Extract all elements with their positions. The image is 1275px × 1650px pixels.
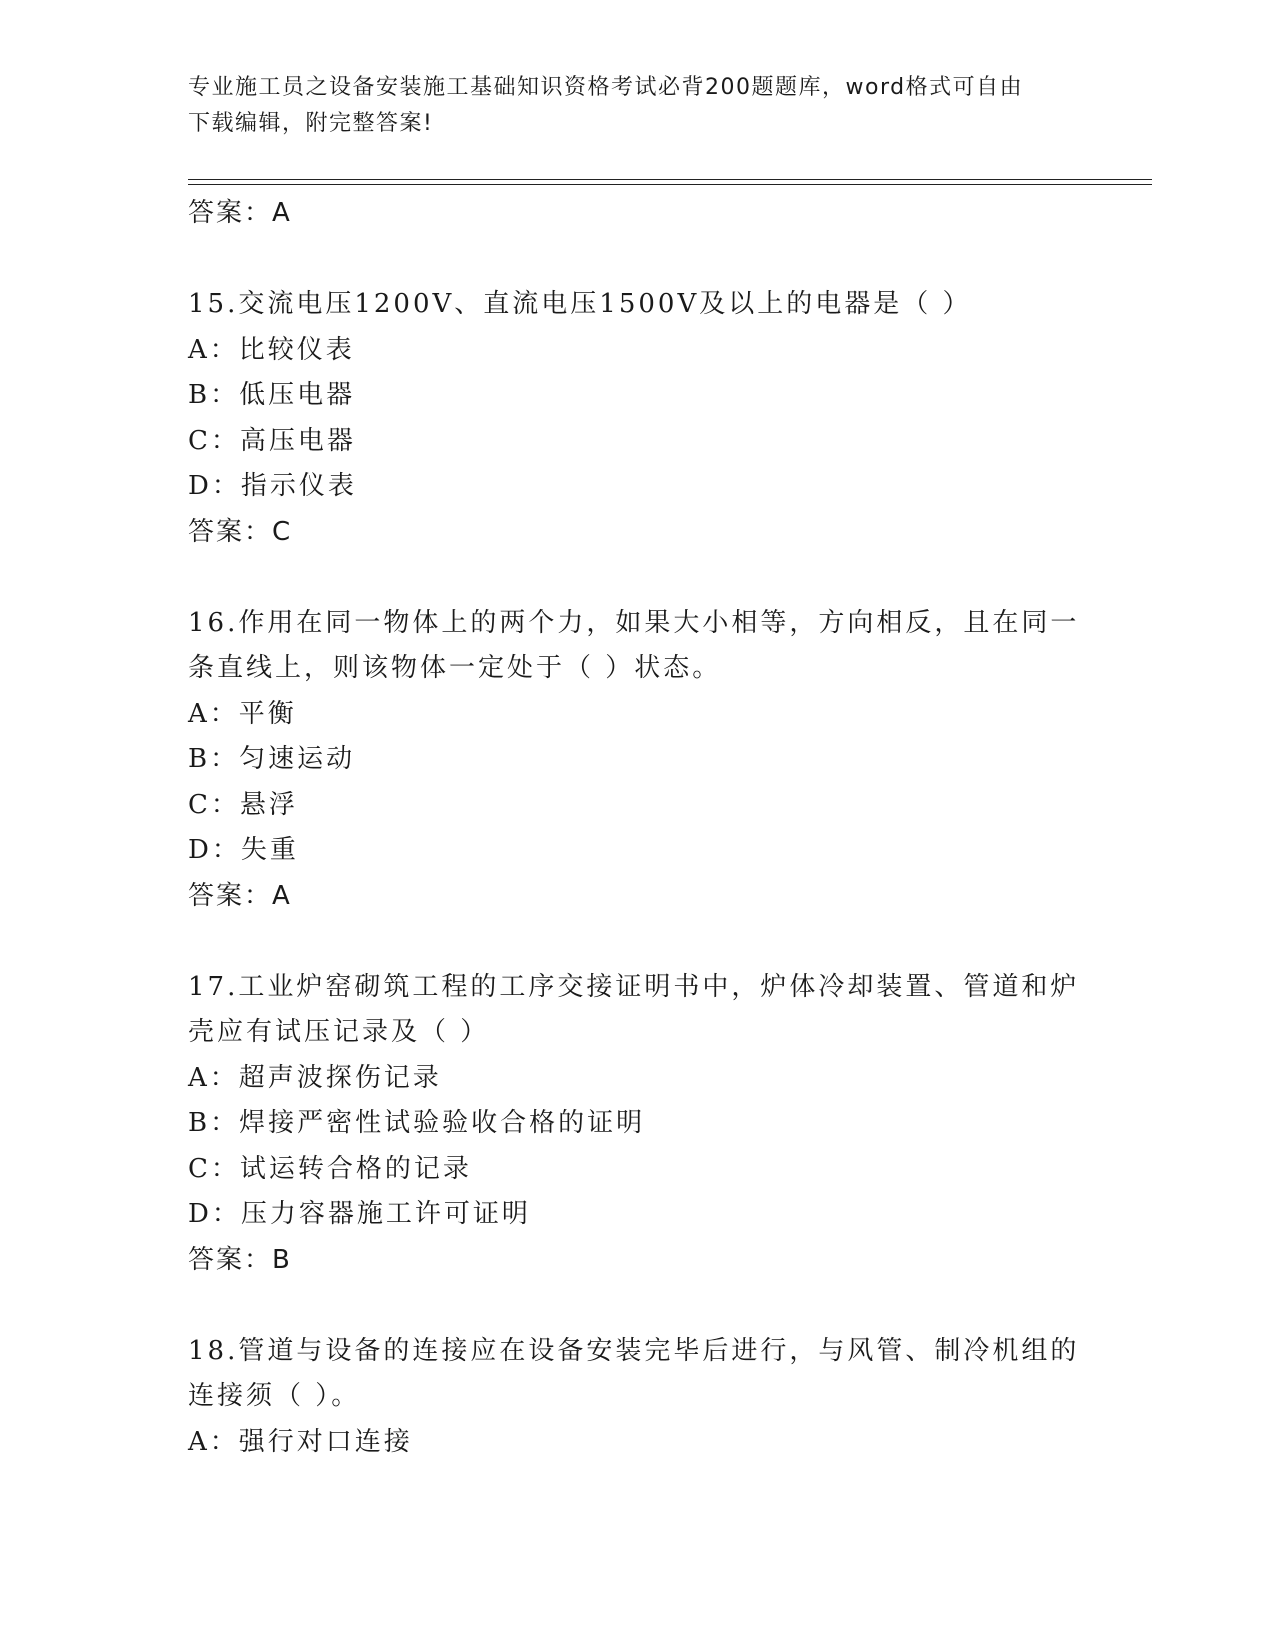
option-b: B：低压电器	[188, 380, 356, 410]
option-c: C：高压电器	[188, 425, 356, 456]
option-a: A：强行对口连接	[188, 1426, 413, 1457]
question-block	[188, 282, 1088, 555]
option-d: D：指示仪表	[188, 471, 357, 501]
option-c: C：试运转合格的记录	[188, 1153, 472, 1184]
option-c: C：悬浮	[188, 789, 298, 820]
option-d: D：压力容器施工许可证明	[188, 1199, 531, 1229]
answer-line: 答案：A	[188, 880, 292, 911]
question-text: 16.作用在同一物体上的两个力，如果大小相等，方向相反，且在同一	[188, 607, 1080, 638]
header-divider-top	[188, 179, 1152, 180]
answer-line: 答案：A	[188, 198, 292, 228]
answer-line: 答案：B	[188, 1244, 292, 1275]
question-text-continued: 壳应有试压记录及（ ）	[188, 1017, 490, 1047]
option-b: B：匀速运动	[188, 744, 356, 774]
question-text-continued: 条直线上，则该物体一定处于（ ）状态。	[188, 653, 722, 683]
answer-line: 答案：C	[188, 516, 293, 547]
option-a: A：超声波探伤记录	[188, 1062, 442, 1093]
question-block	[188, 1329, 1088, 1466]
document-body	[188, 191, 1088, 1465]
question-text: 17.工业炉窑砌筑工程的工序交接证明书中，炉体冷却装置、管道和炉	[188, 971, 1080, 1002]
header-line-1: 专业施工员之设备安装施工基础知识资格考试必背200题题库，word格式可自由	[188, 75, 1024, 100]
header-line-2: 下载编辑，附完整答案!	[188, 111, 434, 136]
question-block	[188, 965, 1088, 1284]
document-header	[188, 70, 1088, 142]
question-text-continued: 连接须（ ）。	[188, 1381, 361, 1411]
option-a: A：比较仪表	[188, 334, 355, 365]
question-text: 15.交流电压1200V、直流电压1500V及以上的电器是（ ）	[188, 289, 972, 319]
header-divider-bottom	[188, 184, 1152, 185]
option-d: D：失重	[188, 835, 299, 865]
option-a: A：平衡	[188, 698, 297, 729]
question-block	[188, 601, 1088, 920]
question-text: 18.管道与设备的连接应在设备安装完毕后进行，与风管、制冷机组的	[188, 1335, 1080, 1366]
option-b: B：焊接严密性试验验收合格的证明	[188, 1108, 646, 1138]
